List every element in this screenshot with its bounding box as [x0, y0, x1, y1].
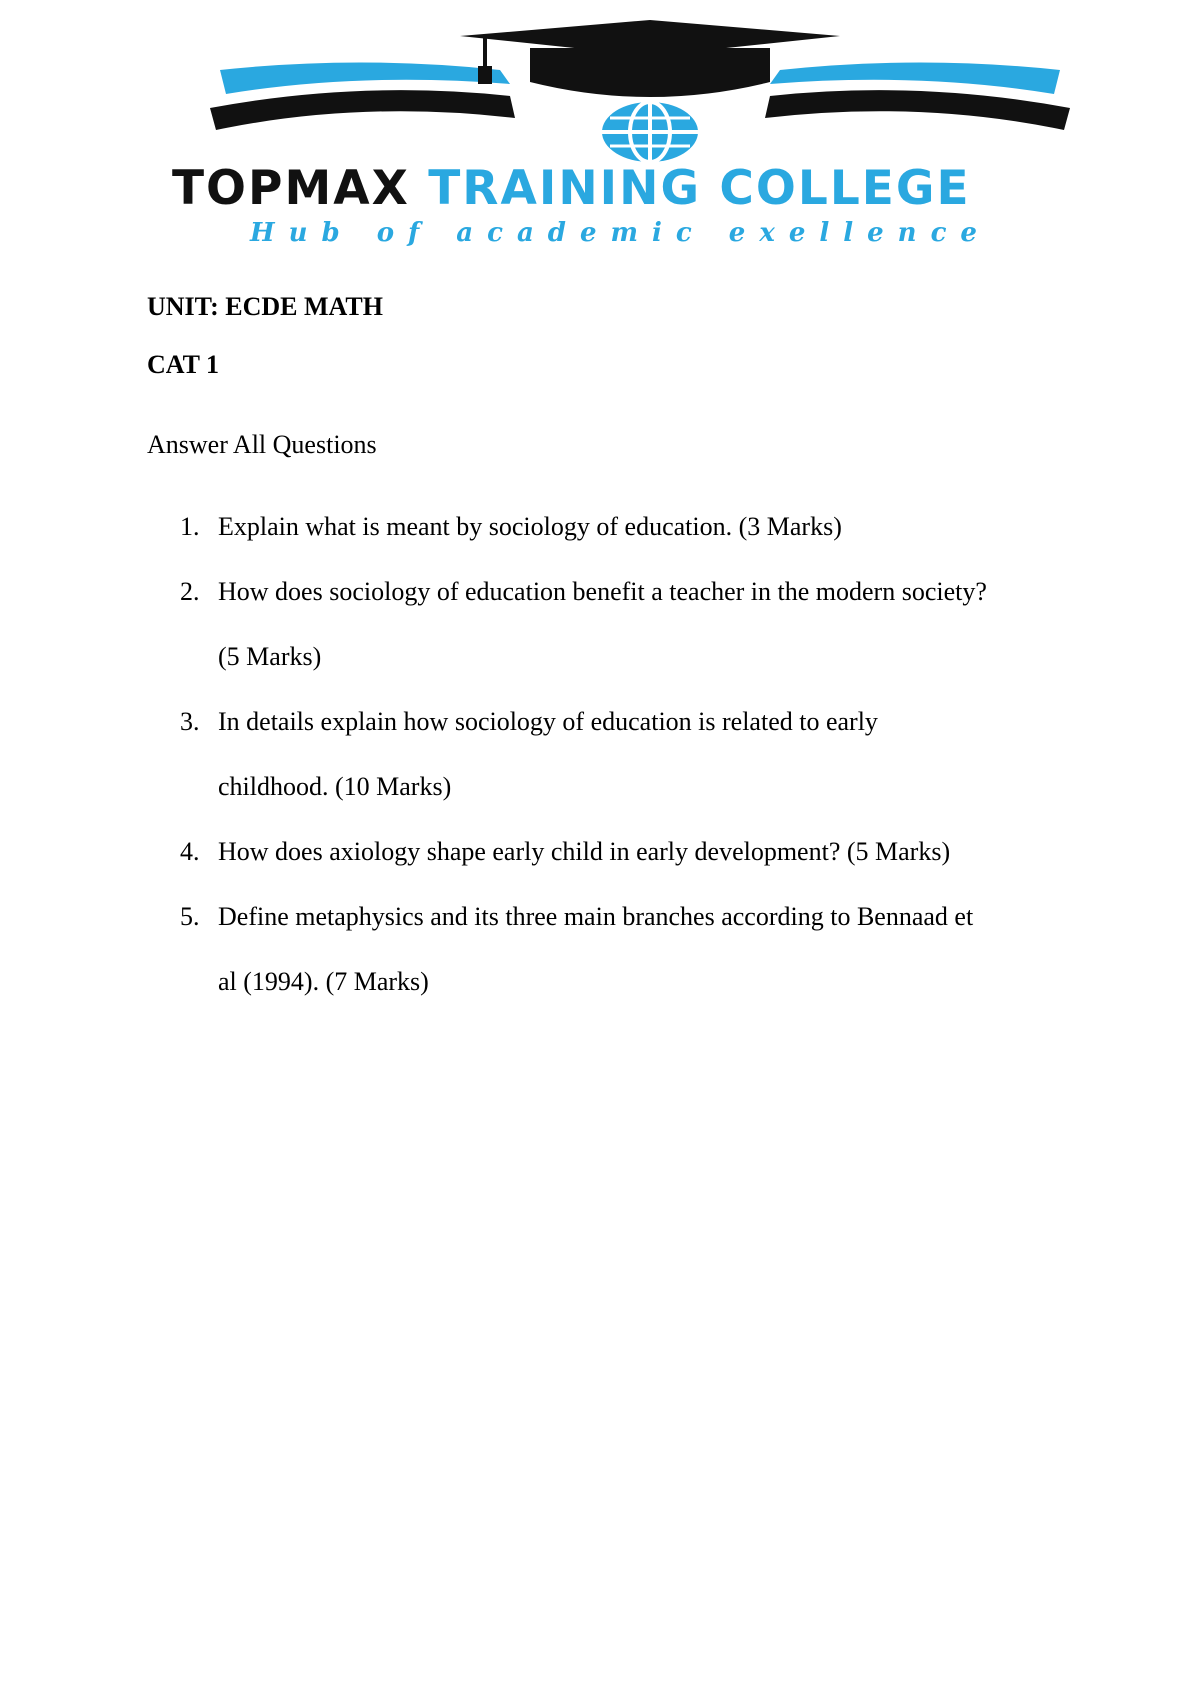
- question-text-continued: childhood. (10 Marks): [218, 772, 452, 801]
- instructions: Answer All Questions: [147, 430, 377, 459]
- question-text: In details explain how sociology of education is related to early: [218, 707, 878, 736]
- unit-title: UNIT: ECDE MATH: [147, 292, 383, 321]
- question-text: Explain what is meant by sociology of education. (3 Marks): [218, 512, 842, 541]
- college-name-part2: TRAINING COLLEGE: [428, 161, 971, 216]
- question-text-continued: al (1994). (7 Marks): [218, 967, 429, 996]
- college-tagline: Hub of academic exellence: [250, 218, 991, 248]
- cat-title: CAT 1: [147, 350, 219, 379]
- question-text: How does sociology of education benefit a teacher in the modern society?: [218, 577, 987, 606]
- question-number: 5.: [180, 902, 200, 931]
- question-text-continued: (5 Marks): [218, 642, 322, 671]
- college-logo: [172, 20, 1070, 248]
- college-name: [172, 161, 1072, 216]
- question-number: 3.: [180, 707, 200, 736]
- college-name-part1: TOPMAX: [172, 161, 410, 216]
- question-number: 2.: [180, 577, 200, 606]
- question-text: Define metaphysics and its three main branches according to Bennaad et: [218, 902, 974, 931]
- question-number: 1.: [180, 512, 200, 541]
- graduation-cap-icon: [210, 20, 1070, 170]
- question-number: 4.: [180, 837, 200, 866]
- question-text: How does axiology shape early child in early development? (5 Marks): [218, 837, 951, 866]
